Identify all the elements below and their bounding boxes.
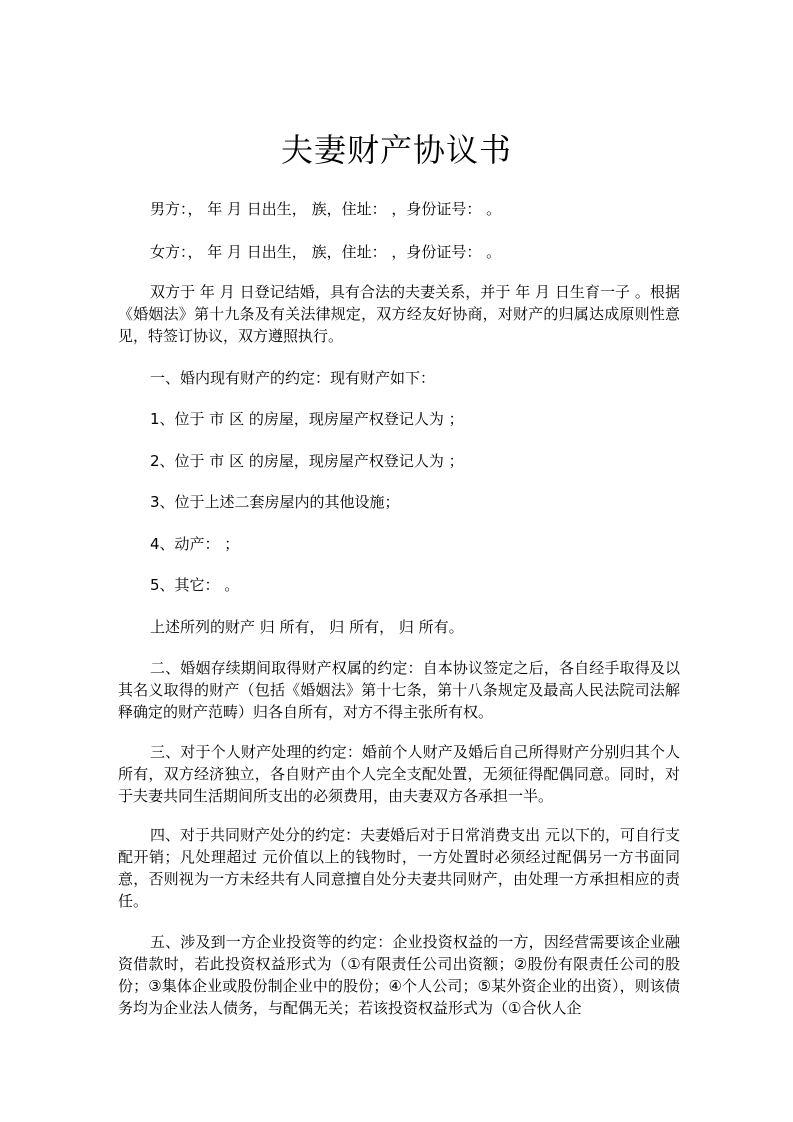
paragraph-wife-info: 女方：， 年 月 日出生， 族，住址： ，身份证号： 。 [150,243,502,261]
paragraph-section-1-heading: 一、婚内现有财产的约定：现有财产如下： [150,369,436,387]
paragraph-item-4: 4、动产： ； [150,535,240,553]
paragraph-section-2: 二、婚姻存续期间取得财产权属的约定：自本协议签定之后，各自经手取得及以其名义取得的财产（包括《婚姻法》第十七条，第十八条规定及最高人民法院司法解释确定的财产范畴）归各自所有，对方不得主张所有权。 [118,659,680,721]
paragraph-item-5: 5、其它： 。 [150,576,240,594]
paragraph-marriage-intro: 双方于 年 月 日登记结婚，具有合法的夫妻关系，并于 年 月 日生育一子 。根据《婚姻法》第十九条及有关法律规定，双方经友好协商，对财产的归属达成原则性意见，特签订协议，双方遵照执行。 [118,283,680,345]
paragraph-section-3: 三、对于个人财产处理的约定：婚前个人财产及婚后自己所得财产分别归其个人所有，双方经济独立，各自财产由个人完全支配处置，无须征得配偶同意。同时，对于夫妻共同生活期间所支出的必须费用，由夫妻双方各承担一半。 [118,743,680,805]
document-title: 夫妻财产协议书 [280,131,512,169]
paragraph-husband-info: 男方：， 年 月 日出生， 族，住址： ，身份证号： 。 [150,200,502,218]
paragraph-item-1: 1、位于 市 区 的房屋，现房屋产权登记人为 ； [150,410,464,428]
paragraph-ownership-summary: 上述所列的财产 归 所有， 归 所有， 归 所有。 [150,618,464,636]
paragraph-item-2: 2、位于 市 区 的房屋，现房屋产权登记人为 ； [150,452,464,470]
paragraph-section-5: 五、涉及到一方企业投资等的约定：企业投资权益的一方，因经营需要该企业融资借款时，若此投资权益形式为（①有限责任公司出资额；②股份有限责任公司的股份；③集体企业或股份制企业中的股份；④个人公司；⑤某外资企业的出资），则该债务均为企业法人债务，与配偶无关；若该投资权益形式为（①合伙人企 [118,933,680,1017]
paragraph-section-4: 四、对于共同财产处分的约定：夫妻婚后对于日常消费支出 元以下的，可自行支配开销；凡处理超过 元价值以上的钱物时，一方处置时必须经过配偶另一方书面同意，否则视为一方未经共有人同意擅自处分夫妻共同财产，由处理一方承担相应的责任。 [118,826,680,910]
paragraph-item-3: 3、位于上述二套房屋内的其他设施； [150,493,400,511]
